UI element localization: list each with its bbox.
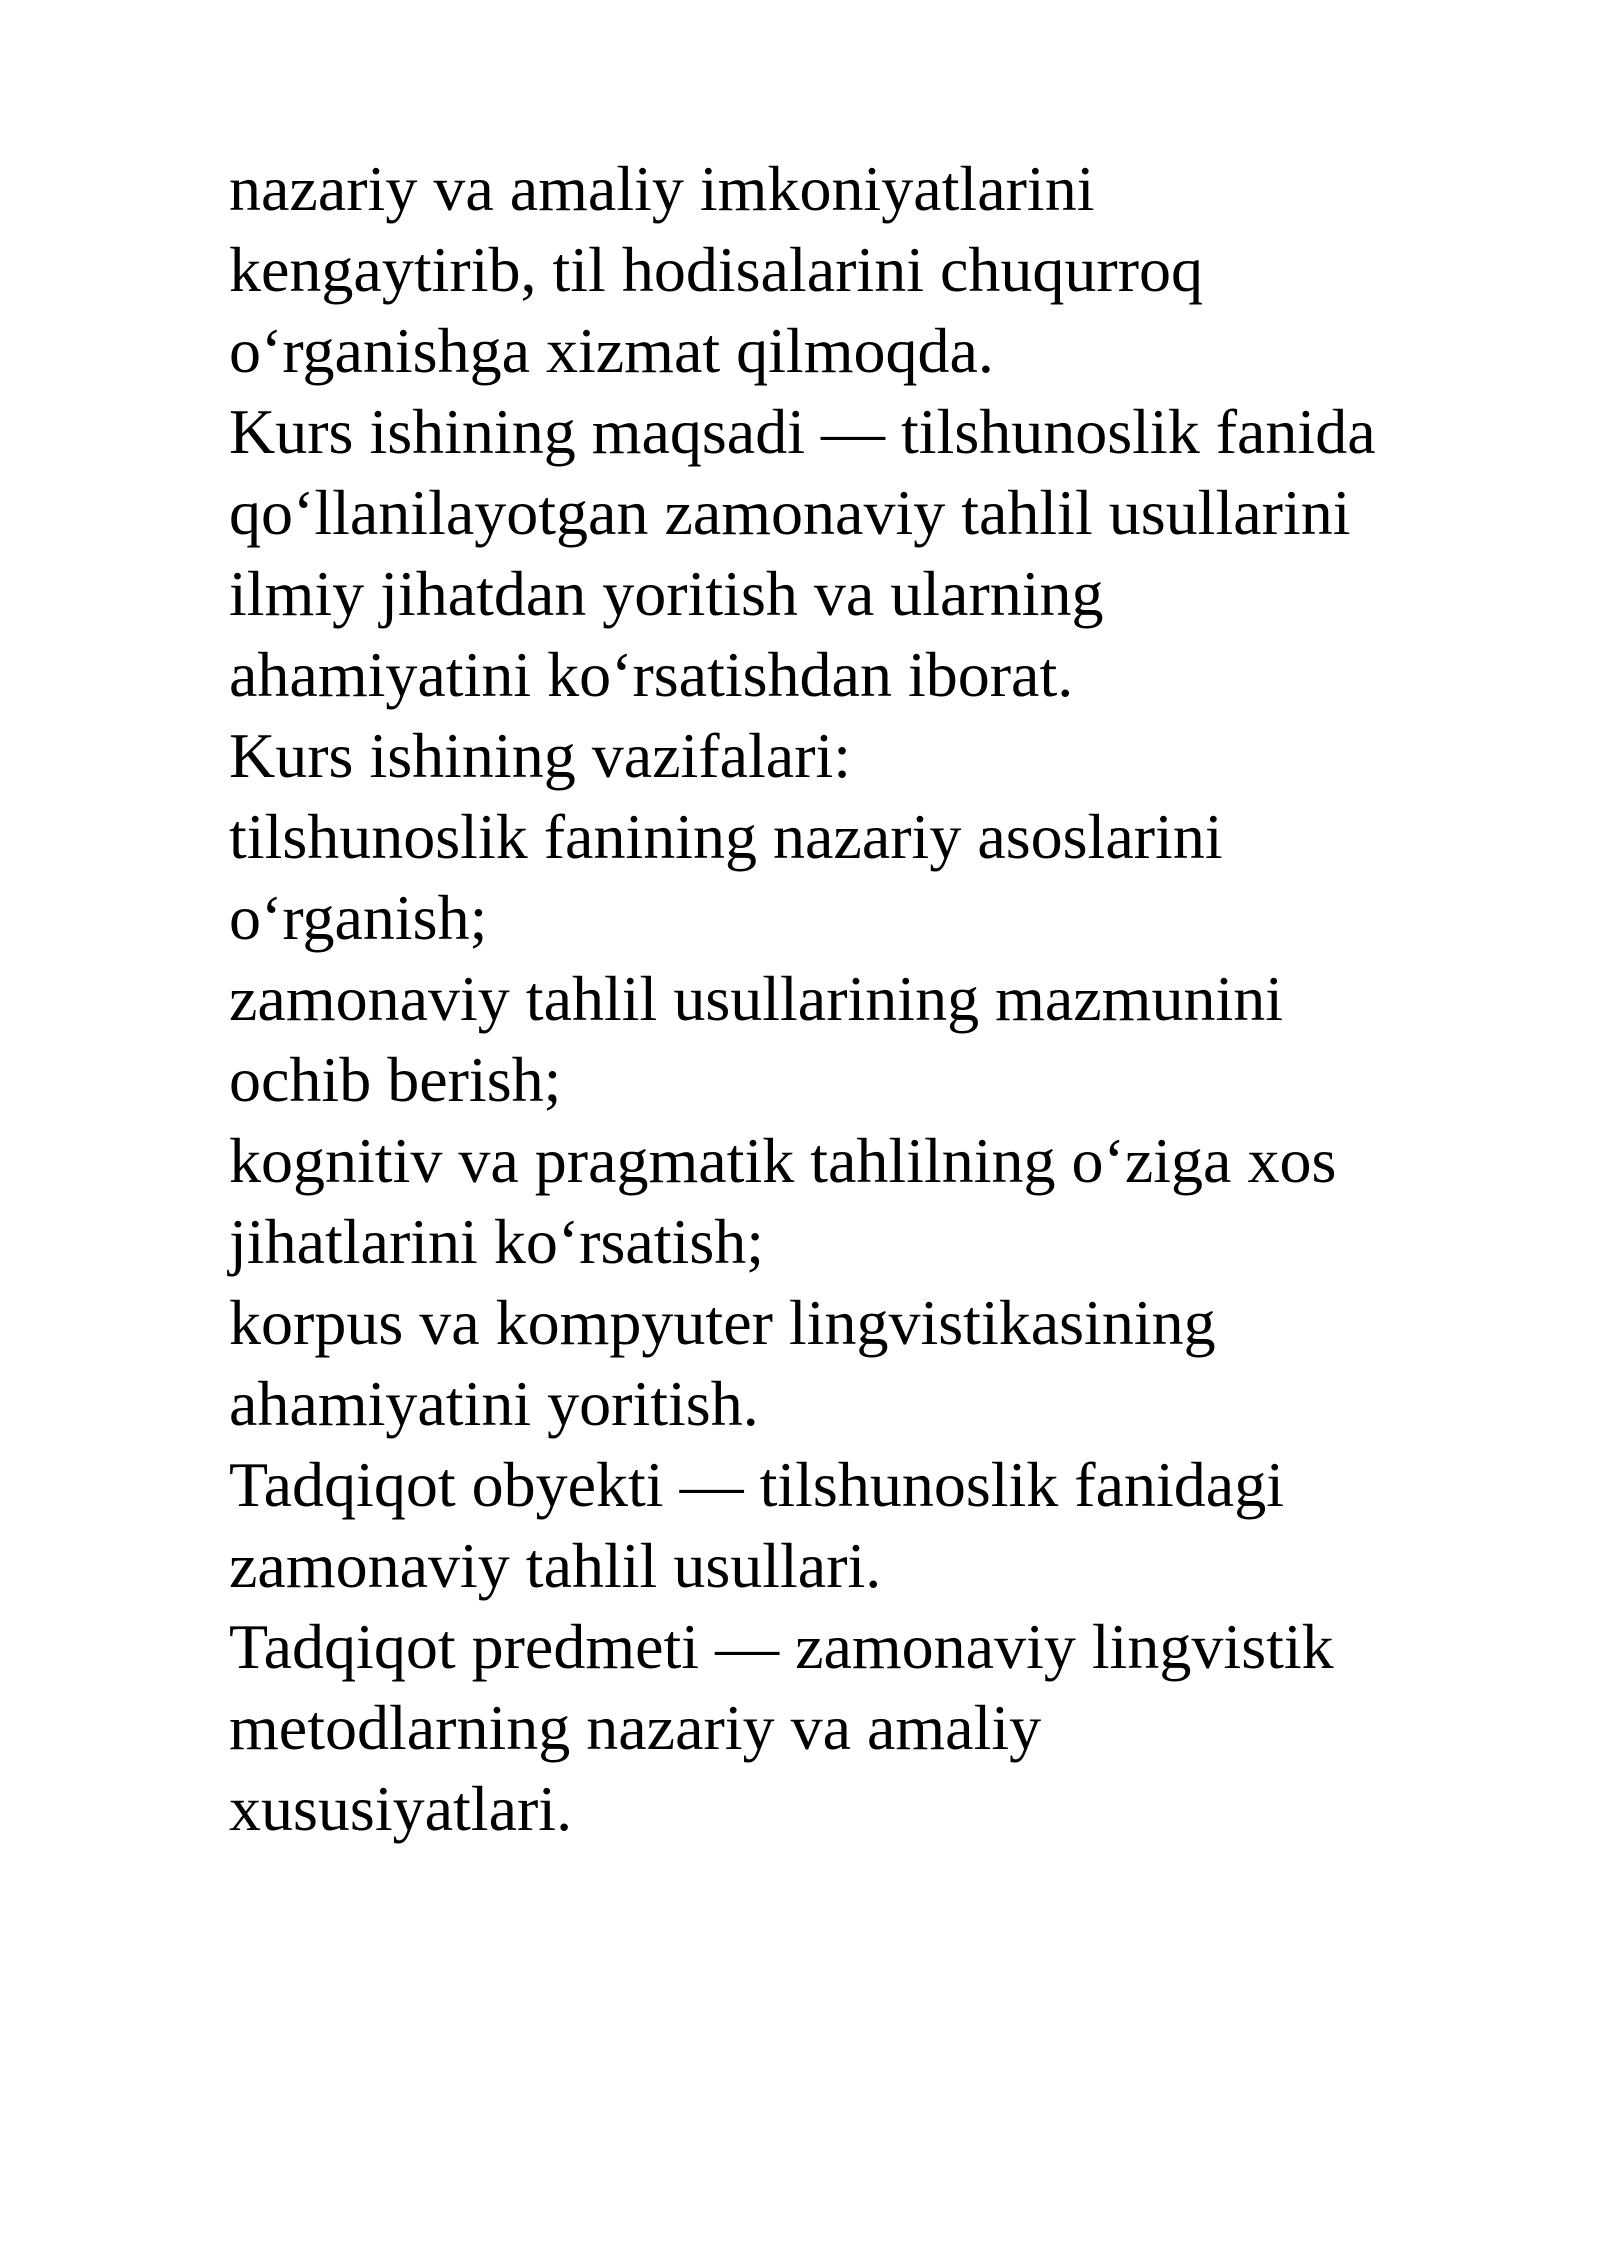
text-line: Kurs ishining maqsadi — tilshunoslik fanida xyxy=(229,396,1376,467)
text-line: ahamiyatini yoritish. xyxy=(229,1368,759,1439)
text-line: metodlarning nazariy va amaliy xyxy=(229,1692,1042,1763)
text-line: tilshunoslik fanining nazariy asoslarini xyxy=(229,801,1223,872)
text-line: qo‘llanilayotgan zamonaviy tahlil usullarini xyxy=(229,477,1351,548)
text-line: ochib berish; xyxy=(229,1044,562,1115)
text-line: Tadqiqot predmeti — zamonaviy lingvistik xyxy=(229,1611,1334,1682)
text-line: o‘rganishga xizmat qilmoqda. xyxy=(229,315,994,386)
text-line: nazariy va amaliy imkoniyatlarini xyxy=(229,153,1095,224)
text-line: Tadqiqot obyekti — tilshunoslik fanidagi xyxy=(229,1449,1284,1520)
text-line: zamonaviy tahlil usullarining mazmunini xyxy=(229,963,1283,1034)
text-line: ahamiyatini ko‘rsatishdan iborat. xyxy=(229,639,1074,710)
text-line: korpus va kompyuter lingvistikasining xyxy=(229,1287,1216,1358)
text-line: zamonaviy tahlil usullari. xyxy=(229,1530,882,1601)
text-line: kengaytirib, til hodisalarini chuqurroq xyxy=(229,234,1203,305)
body-text xyxy=(229,148,1529,1849)
text-line: xususiyatlari. xyxy=(229,1773,573,1844)
text-line: jihatlarini ko‘rsatish; xyxy=(229,1206,764,1277)
text-line: o‘rganish; xyxy=(229,882,488,953)
text-line: kognitiv va pragmatik tahlilning o‘ziga xos xyxy=(229,1125,1337,1196)
text-line: Kurs ishining vazifalari: xyxy=(229,720,852,791)
text-line: ilmiy jihatdan yoritish va ularning xyxy=(229,558,1104,629)
